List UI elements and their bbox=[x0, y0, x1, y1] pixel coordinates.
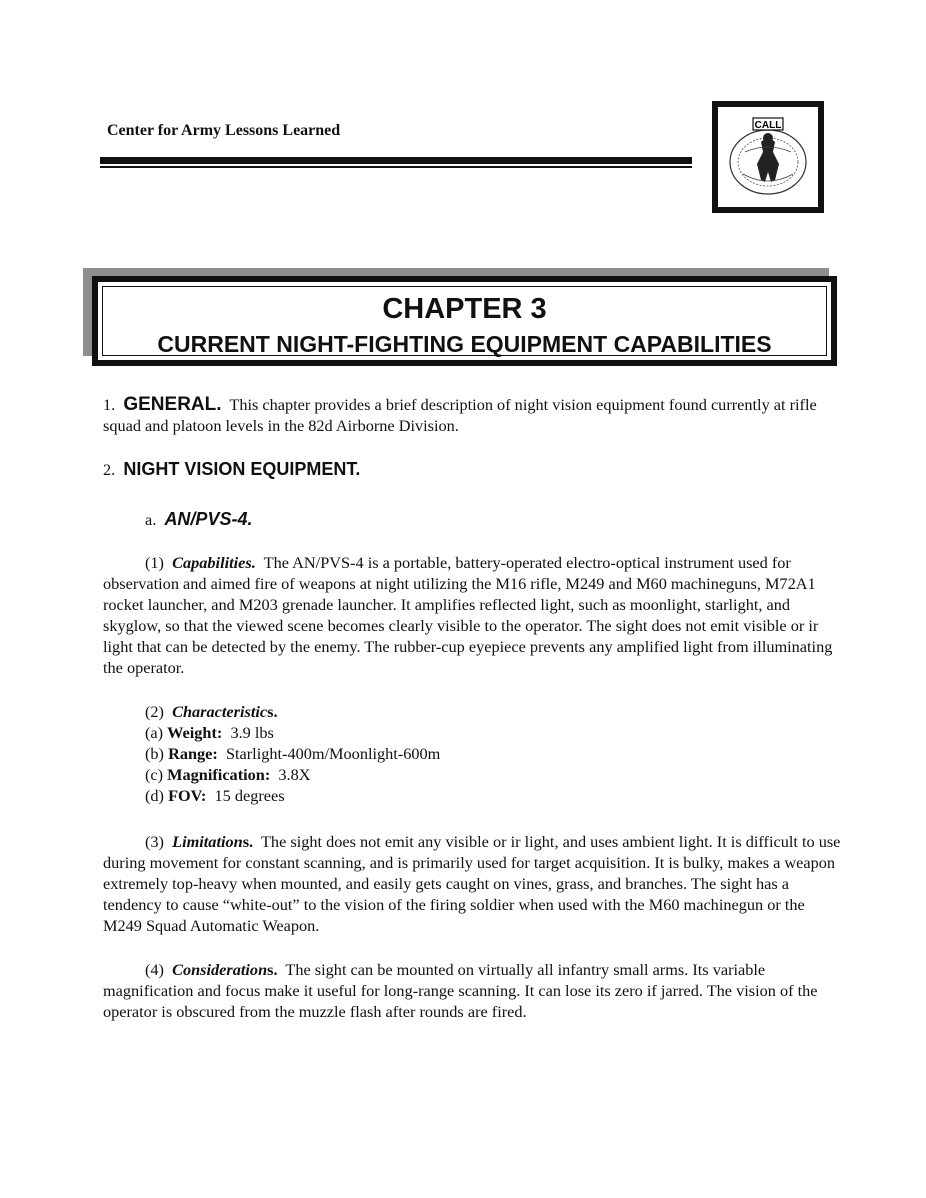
section-text: This chapter provides a brief description of night vision equipment found currently at rifle squad and platoon levels in the 82d Airborne Division. bbox=[103, 395, 817, 435]
characteristic-range: (b) Range: Starlight-400m/Moonlight-600m bbox=[145, 744, 441, 763]
limitations-text: The sight does not emit any visible or ir light, and uses ambient light. It is difficult to use during movement for constant scanning, and is primarily used for target acquisition. It is bulky, makes a weapon extremely top-heavy when mounted, and easily gets caught on vines, grass, and branches. The sight has a tendency to cause “white-out” to the vision of the firing soldier when used with the M60 machinegun or the M249 Squad Automatic Weapon. bbox=[103, 832, 841, 935]
subsection-anpvs4 bbox=[145, 509, 885, 530]
section-number: 1. bbox=[103, 395, 116, 414]
characteristic-weight: (a) Weight: 3.9 lbs bbox=[145, 723, 274, 742]
chapter-number: CHAPTER 3 bbox=[382, 293, 547, 325]
section-heading: GENERAL. bbox=[123, 394, 222, 415]
capabilities-label: Capabilities. bbox=[172, 553, 256, 572]
subsection-heading: AN/PVS-4. bbox=[164, 509, 253, 529]
paragraph-characteristics: (2) Characteristics. (a) Weight: 3.9 lbs (b) Range: Starlight-400m/Moonlight-600m (c) Magnification: 3.8X (d) FOV: 15 degrees bbox=[103, 701, 843, 806]
subsection-number: a. bbox=[145, 510, 157, 529]
section-number: 2. bbox=[103, 460, 116, 479]
chapter-title: CURRENT NIGHT-FIGHTING EQUIPMENT CAPABILITIES bbox=[157, 331, 772, 357]
section-night-vision bbox=[103, 459, 843, 480]
paragraph-capabilities: (1) Capabilities. The AN/PVS-4 is a portable, battery-operated electro-optical instrument used for observation and aimed fire of weapons at night utilizing the M16 rifle, M249 and M60 machineguns, M72A1 rocket launcher, and M203 grenade launcher. It amplifies reflected light, such as moonlight, starlight, and skyglow, so that the viewed scene becomes clearly visible to the operator. The sight does not emit visible or ir light that can be detected by the enemy. The rubber-cup eyepiece prevents any amplified light from illuminating the operator. bbox=[103, 553, 833, 677]
section-general bbox=[103, 394, 843, 436]
section-heading: NIGHT VISION EQUIPMENT. bbox=[123, 459, 361, 479]
call-emblem-icon bbox=[723, 112, 813, 202]
paragraph-considerations: (4) Considerations. The sight can be mounted on virtually all infantry small arms. Its variable magnification and focus make it useful for long-range scanning. It can lose its zero if jarred. The vision of the operator is obscured from the muzzle flash after rounds are fired. bbox=[103, 960, 818, 1021]
organization-name: Center for Army Lessons Learned bbox=[107, 122, 341, 139]
chapter-title-box bbox=[92, 276, 837, 366]
call-logo bbox=[712, 101, 824, 213]
characteristic-fov: (d) FOV: 15 degrees bbox=[145, 786, 285, 805]
logo-text: CALL bbox=[754, 120, 782, 131]
characteristic-magnification: (c) Magnification: 3.8X bbox=[145, 765, 311, 784]
paragraph-limitations: (3) Limitations. The sight does not emit any visible or ir light, and uses ambient light. It is difficult to use during movement for constant scanning, and is primarily used for target acquisition. It is bulky, makes a weapon extremely top-heavy when mounted, and easily gets caught on vines, grass, and branches. The sight has a tendency to cause “white-out” to the vision of the firing soldier when used with the M60 machinegun or the M249 Squad Automatic Weapon. bbox=[103, 832, 841, 935]
header-rule-thin bbox=[100, 166, 692, 168]
header-rule-thick bbox=[100, 157, 692, 164]
considerations-text: The sight can be mounted on virtually all infantry small arms. Its variable magnification and focus make it useful for long-range scanning. It can lose its zero if jarred. The vision of the operator is obscured from the muzzle flash after rounds are fired. bbox=[103, 960, 818, 1021]
capabilities-text: The AN/PVS-4 is a portable, battery-operated electro-optical instrument used for observation and aimed fire of weapons at night utilizing the M16 rifle, M249 and M60 machineguns, M72A1 rocket launcher, and M203 grenade launcher. It amplifies reflected light, such as moonlight, starlight, and skyglow, so that the viewed scene becomes clearly visible to the operator. The sight does not emit visible or ir light that can be detected by the enemy. The rubber-cup eyepiece prevents any amplified light from illuminating the operator. bbox=[103, 553, 833, 677]
